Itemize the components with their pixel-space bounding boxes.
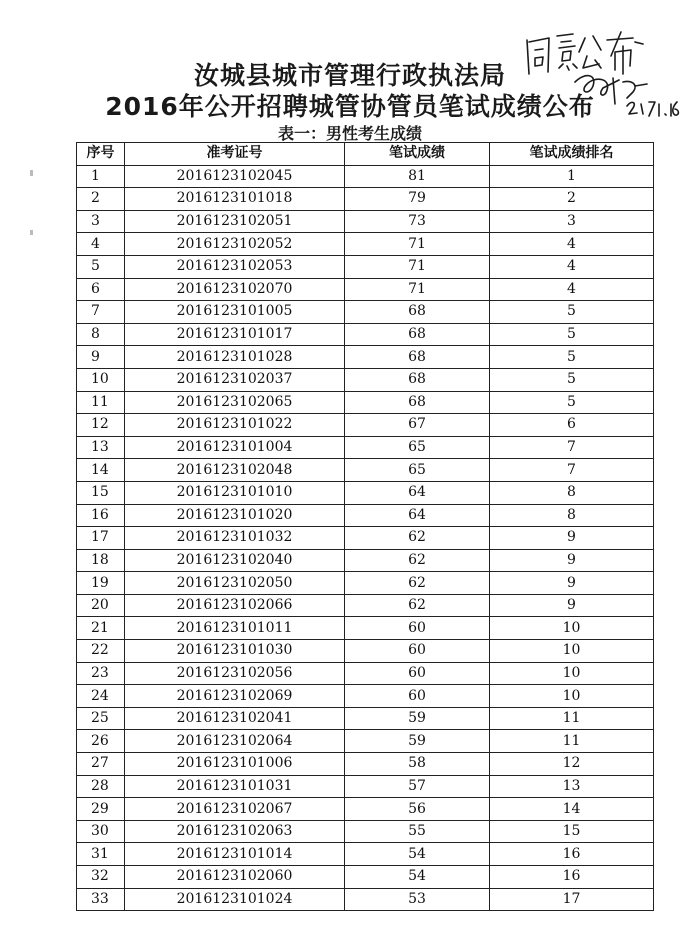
cell-exam-id: 2016123102056 [125, 662, 345, 685]
cell-rank: 7 [490, 459, 654, 482]
table-header-row [77, 143, 654, 166]
cell-exam-id: 2016123101028 [125, 346, 345, 369]
cell-exam-id: 2016123101010 [125, 481, 345, 504]
cell-score: 68 [345, 368, 490, 391]
cell-exam-id: 2016123102050 [125, 572, 345, 595]
cell-seq: 30 [77, 820, 125, 843]
score-table [76, 142, 654, 911]
table-row [77, 459, 654, 482]
table-row [77, 188, 654, 211]
table-row [77, 323, 654, 346]
cell-rank: 5 [490, 323, 654, 346]
table-row [77, 301, 654, 324]
header-exam-id: 准考证号 [125, 143, 345, 166]
cell-score: 60 [345, 662, 490, 685]
cell-score: 65 [345, 436, 490, 459]
cell-score: 81 [345, 165, 490, 188]
table-row [77, 255, 654, 278]
cell-exam-id: 2016123102069 [125, 685, 345, 708]
cell-rank: 9 [490, 527, 654, 550]
header-score: 笔试成绩 [345, 143, 490, 166]
cell-exam-id: 2016123101024 [125, 888, 345, 911]
cell-exam-id: 2016123102037 [125, 368, 345, 391]
cell-rank: 5 [490, 301, 654, 324]
scan-edge-mark [30, 170, 33, 176]
cell-exam-id: 2016123102063 [125, 820, 345, 843]
cell-rank: 10 [490, 617, 654, 640]
table-row [77, 549, 654, 572]
cell-seq: 25 [77, 707, 125, 730]
table-row [77, 210, 654, 233]
table-row [77, 527, 654, 550]
table-row [77, 572, 654, 595]
cell-exam-id: 2016123101006 [125, 753, 345, 776]
cell-rank: 16 [490, 843, 654, 866]
cell-exam-id: 2016123102041 [125, 707, 345, 730]
cell-rank: 4 [490, 255, 654, 278]
cell-rank: 9 [490, 572, 654, 595]
document-title-line2: 2016年公开招聘城管协管员笔试成绩公布 [105, 92, 595, 121]
cell-rank: 13 [490, 775, 654, 798]
cell-score: 62 [345, 527, 490, 550]
cell-exam-id: 2016123101018 [125, 188, 345, 211]
table-row [77, 820, 654, 843]
cell-rank: 17 [490, 888, 654, 911]
cell-score: 64 [345, 504, 490, 527]
cell-seq: 1 [77, 165, 125, 188]
cell-score: 62 [345, 549, 490, 572]
cell-score: 60 [345, 640, 490, 663]
cell-score: 79 [345, 188, 490, 211]
cell-exam-id: 2016123102053 [125, 255, 345, 278]
table-row [77, 414, 654, 437]
table-caption: 表一：男性考生成绩 [277, 124, 422, 143]
cell-seq: 2 [77, 188, 125, 211]
cell-seq: 26 [77, 730, 125, 753]
table-row [77, 594, 654, 617]
cell-score: 54 [345, 866, 490, 889]
cell-score: 73 [345, 210, 490, 233]
cell-score: 68 [345, 301, 490, 324]
table-row [77, 707, 654, 730]
cell-exam-id: 2016123102045 [125, 165, 345, 188]
cell-rank: 14 [490, 798, 654, 821]
cell-seq: 5 [77, 255, 125, 278]
cell-rank: 1 [490, 165, 654, 188]
cell-score: 56 [345, 798, 490, 821]
cell-seq: 27 [77, 753, 125, 776]
cell-score: 71 [345, 278, 490, 301]
cell-seq: 11 [77, 391, 125, 414]
cell-score: 57 [345, 775, 490, 798]
table-row [77, 346, 654, 369]
cell-exam-id: 2016123102051 [125, 210, 345, 233]
cell-rank: 4 [490, 233, 654, 256]
cell-score: 65 [345, 459, 490, 482]
table-row [77, 278, 654, 301]
cell-seq: 14 [77, 459, 125, 482]
cell-score: 68 [345, 346, 490, 369]
cell-seq: 8 [77, 323, 125, 346]
cell-seq: 29 [77, 798, 125, 821]
cell-seq: 3 [77, 210, 125, 233]
cell-exam-id: 2016123101011 [125, 617, 345, 640]
header-rank: 笔试成绩排名 [490, 143, 654, 166]
table-row [77, 368, 654, 391]
cell-score: 55 [345, 820, 490, 843]
cell-score: 60 [345, 685, 490, 708]
table-row [77, 165, 654, 188]
cell-rank: 3 [490, 210, 654, 233]
cell-rank: 10 [490, 685, 654, 708]
cell-rank: 11 [490, 730, 654, 753]
table-row [77, 617, 654, 640]
cell-exam-id: 2016123102066 [125, 594, 345, 617]
table-row [77, 504, 654, 527]
cell-seq: 4 [77, 233, 125, 256]
table-row [77, 640, 654, 663]
cell-exam-id: 2016123102070 [125, 278, 345, 301]
cell-rank: 8 [490, 481, 654, 504]
cell-score: 67 [345, 414, 490, 437]
cell-seq: 32 [77, 866, 125, 889]
cell-seq: 20 [77, 594, 125, 617]
cell-seq: 10 [77, 368, 125, 391]
cell-score: 71 [345, 233, 490, 256]
table-row [77, 391, 654, 414]
cell-exam-id: 2016123101020 [125, 504, 345, 527]
cell-score: 68 [345, 323, 490, 346]
cell-seq: 31 [77, 843, 125, 866]
scan-edge-mark [30, 230, 33, 235]
cell-rank: 5 [490, 391, 654, 414]
cell-seq: 24 [77, 685, 125, 708]
cell-rank: 9 [490, 594, 654, 617]
cell-seq: 7 [77, 301, 125, 324]
cell-score: 59 [345, 730, 490, 753]
cell-score: 62 [345, 572, 490, 595]
cell-score: 53 [345, 888, 490, 911]
cell-exam-id: 2016123101022 [125, 414, 345, 437]
cell-score: 54 [345, 843, 490, 866]
document-title: 汝城县城市管理行政执法局 [193, 61, 506, 90]
table-row [77, 436, 654, 459]
cell-rank: 4 [490, 278, 654, 301]
cell-exam-id: 2016123102065 [125, 391, 345, 414]
cell-exam-id: 2016123102040 [125, 549, 345, 572]
cell-score: 62 [345, 594, 490, 617]
cell-seq: 16 [77, 504, 125, 527]
table-row [77, 662, 654, 685]
cell-exam-id: 2016123102052 [125, 233, 345, 256]
cell-seq: 15 [77, 481, 125, 504]
table-row [77, 798, 654, 821]
cell-seq: 19 [77, 572, 125, 595]
table-row [77, 730, 654, 753]
cell-score: 59 [345, 707, 490, 730]
cell-seq: 13 [77, 436, 125, 459]
cell-score: 58 [345, 753, 490, 776]
cell-exam-id: 2016123101030 [125, 640, 345, 663]
cell-exam-id: 2016123101032 [125, 527, 345, 550]
cell-score: 64 [345, 481, 490, 504]
cell-seq: 9 [77, 346, 125, 369]
cell-exam-id: 2016123101004 [125, 436, 345, 459]
cell-rank: 10 [490, 662, 654, 685]
cell-rank: 15 [490, 820, 654, 843]
cell-rank: 9 [490, 549, 654, 572]
cell-rank: 10 [490, 640, 654, 663]
cell-rank: 11 [490, 707, 654, 730]
cell-rank: 8 [490, 504, 654, 527]
cell-rank: 5 [490, 346, 654, 369]
cell-score: 71 [345, 255, 490, 278]
table-row [77, 888, 654, 911]
cell-seq: 28 [77, 775, 125, 798]
table-row [77, 685, 654, 708]
table-row [77, 753, 654, 776]
cell-seq: 17 [77, 527, 125, 550]
cell-exam-id: 2016123101017 [125, 323, 345, 346]
cell-seq: 33 [77, 888, 125, 911]
cell-seq: 22 [77, 640, 125, 663]
cell-rank: 5 [490, 368, 654, 391]
table-row [77, 843, 654, 866]
cell-seq: 21 [77, 617, 125, 640]
cell-exam-id: 2016123101014 [125, 843, 345, 866]
cell-exam-id: 2016123102048 [125, 459, 345, 482]
cell-score: 68 [345, 391, 490, 414]
cell-exam-id: 2016123102064 [125, 730, 345, 753]
cell-seq: 6 [77, 278, 125, 301]
cell-score: 60 [345, 617, 490, 640]
cell-rank: 6 [490, 414, 654, 437]
table-row [77, 775, 654, 798]
cell-rank: 7 [490, 436, 654, 459]
table-row [77, 481, 654, 504]
cell-seq: 23 [77, 662, 125, 685]
cell-rank: 12 [490, 753, 654, 776]
cell-exam-id: 2016123102067 [125, 798, 345, 821]
cell-seq: 12 [77, 414, 125, 437]
cell-seq: 18 [77, 549, 125, 572]
cell-rank: 2 [490, 188, 654, 211]
cell-exam-id: 2016123102060 [125, 866, 345, 889]
table-row [77, 233, 654, 256]
cell-rank: 16 [490, 866, 654, 889]
cell-exam-id: 2016123101005 [125, 301, 345, 324]
table-row [77, 866, 654, 889]
cell-exam-id: 2016123101031 [125, 775, 345, 798]
header-seq: 序号 [77, 143, 125, 166]
